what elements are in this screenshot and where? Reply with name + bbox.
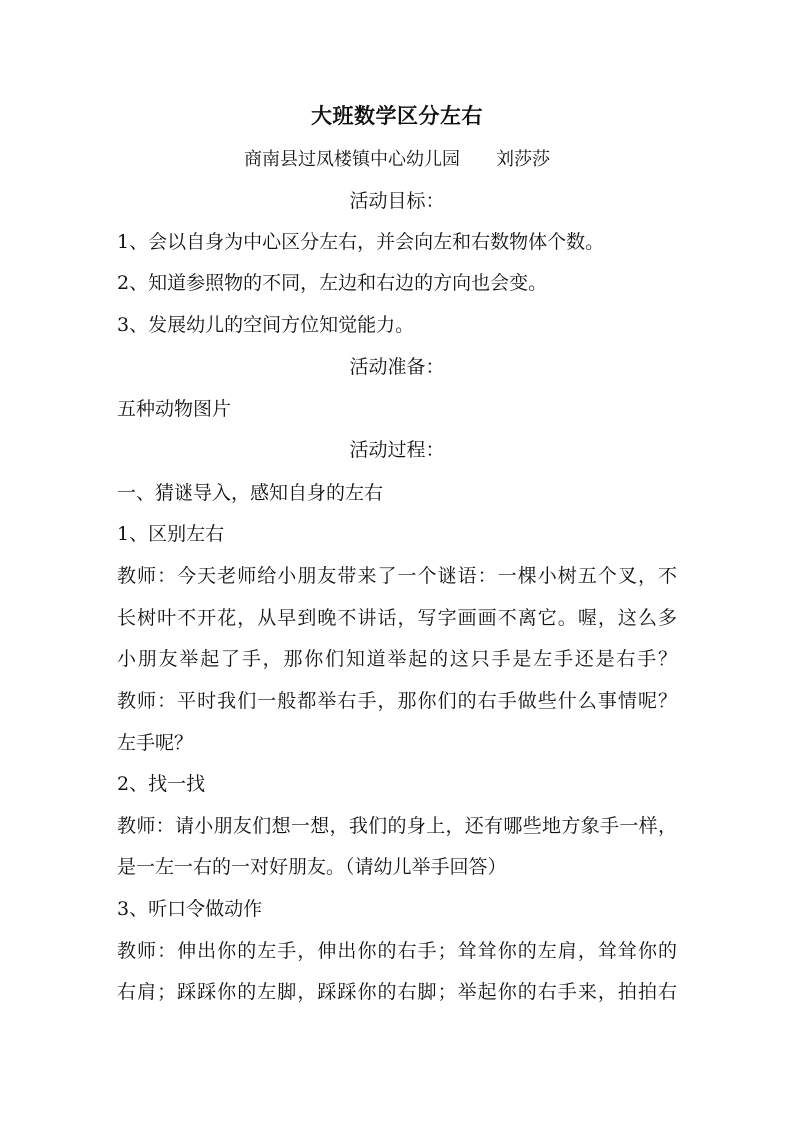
paragraph-line: 小朋友举起了手，那你们知道举起的这只手是左手还是右手？ bbox=[117, 648, 677, 670]
step2-heading: 2、找一找 bbox=[117, 773, 206, 795]
paragraph-line: 是一左一右的一对好朋友。（请幼儿举手回答） bbox=[117, 856, 507, 878]
paragraph-line: 教师：今天老师给小朋友带来了一个谜语：一棵小树五个叉，不 bbox=[117, 565, 677, 587]
goal-item: 2、知道参照物的不同，左边和右边的方向也会变。 bbox=[117, 272, 548, 294]
document-title: 大班数学区分左右 bbox=[311, 103, 483, 128]
goals-heading: 活动目标： bbox=[349, 190, 445, 212]
step1-heading: 1、区别左右 bbox=[117, 523, 225, 545]
paragraph-line: 教师：伸出你的左手，伸出你的右手；耸耸你的左肩，耸耸你的 bbox=[117, 940, 677, 962]
step3-heading: 3、听口令做动作 bbox=[117, 898, 263, 920]
goal-item: 1、会以自身为中心区分左右，并会向左和右数物体个数。 bbox=[117, 231, 605, 253]
author-line: 商南县过凤楼镇中心幼儿园 刘莎莎 bbox=[244, 149, 550, 170]
part1-heading: 一、猜谜导入，感知自身的左右 bbox=[117, 482, 384, 504]
process-heading: 活动过程： bbox=[349, 439, 445, 461]
paragraph-line: 长树叶不开花，从早到晚不讲话，写字画画不离它。喔，这么多 bbox=[117, 607, 677, 629]
paragraph-line: 左手呢？ bbox=[117, 732, 194, 754]
prep-heading: 活动准备： bbox=[349, 356, 445, 378]
goal-item: 3、发展幼儿的空间方位知觉能力。 bbox=[117, 314, 415, 336]
paragraph-line: 教师：请小朋友们想一想，我们的身上，还有哪些地方象手一样， bbox=[117, 815, 677, 837]
prep-text: 五种动物图片 bbox=[117, 398, 232, 420]
paragraph-line: 右肩；踩踩你的左脚，踩踩你的右脚；举起你的右手来，拍拍右 bbox=[117, 981, 677, 1003]
paragraph-line: 教师：平时我们一般都举右手，那你们的右手做些什么事情呢？ bbox=[117, 690, 677, 712]
